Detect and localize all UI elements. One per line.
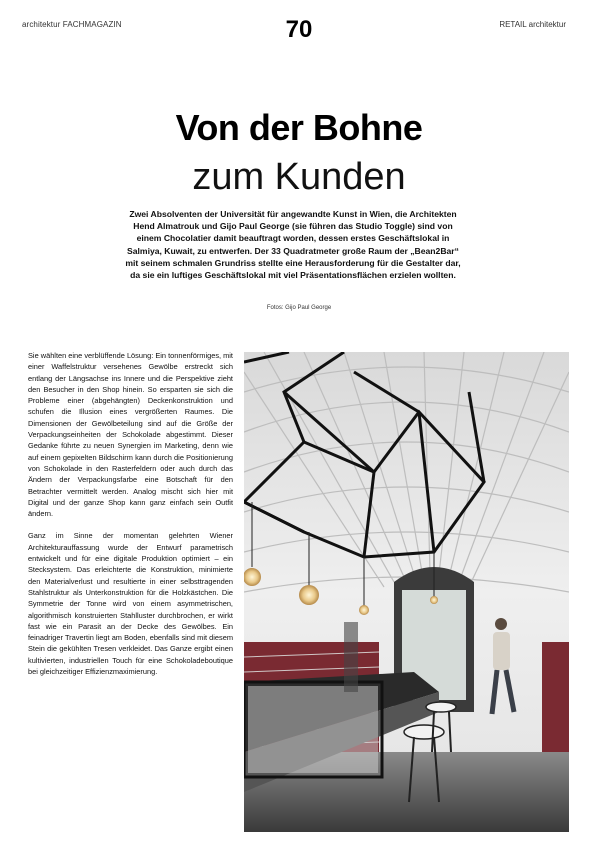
body-paragraph: Sie wählten eine verblüffende Lösung: Ein tonnenförmiges, mit einer Waffelstruktur versehenes Gewölbe erstreckt sich entlang der Längsachse ins Innere und die Perspektive zieht den Besucher in den Shop hinein. So ersparten sie sich die Probleme einer (abgehängten) Deckenkonstruktion und schufen die Illusion eines vergrößerten Raumes. Die Dimensionen der Gewölbeteilung sind auf die Größe der Verpackungseinheiten der Schokolade abgestimmt. Dieser Gedanke führte zu neuen Synergien im Marketing, denn wie auf einem gepixelten Bildschirm kann durch die Positionierung von Schokolade in den Rasterfeldern oder auch durch das Ändern der Verpackungsfarbe eine Botschaft für den Betrachter vermittelt werden. Analog mischt sich hier mit Digital und der ganze Shop kann ganz einfach sein Outfit ändern. bbox=[28, 351, 233, 519]
section-name: RETAIL architektur bbox=[499, 20, 566, 29]
photo-credit: Fotos: Gijo Paul George bbox=[266, 305, 332, 311]
page-number: 70 bbox=[285, 16, 313, 43]
body-text-column bbox=[28, 350, 233, 688]
magazine-name: architektur FACHMAGAZIN bbox=[22, 20, 122, 29]
article-title: Von der Bohne bbox=[175, 107, 423, 148]
article-lead: Zwei Absolventen der Universität für angewandte Kunst in Wien, die Architekten Hend Almatrouk und Gijo Paul George (sie führen das Studio Toggle) sind von einem Chocolatier damit beauftragt worden, dessen erstes Geschäftslokal in Salmiya, Kuwait, zu entwerfen. Der 33 Quadratmeter große Raum der „Bean2Bar“ mit seinem schmalen Grundriss stellte eine Herausforderung für die Gestalter dar, da sie ein luftiges Geschäftslokal mit viel Präsentationsflächen erzielen wollten. bbox=[125, 209, 461, 281]
body-paragraph: Ganz im Sinne der momentan gelehrten Wiener Architekturauffassung wurde der Entwurf parametrisch entwickelt und für eine digitale Produktion optimiert – ein Stecksystem. Das erleichterte die Konstruktion, minimierte den Materialverlust und resultierte in einer selbsttragenden Stahlstruktur als Unterkonstruktion für die Holzkästchen. Die Symmetrie der Tonne wird von einem asymmetrischen, algorithmisch konstruierten Stahlluster durchbrochen, er wirkt fast wie ein Parasit an der Decke des Gewölbes. Ein feinadriger Travertin liegt am Boden, ebenfalls sind mit diesem Stein die gekühlten Tresen verkleidet. Das Ganze ergibt einen kultivierten, industriellen Touch für eine Schokoladeboutique bei gleichzeitiger Effizienzmaximierung. bbox=[28, 531, 233, 677]
article-subtitle: zum Kunden bbox=[192, 156, 406, 198]
shop-interior-photo bbox=[244, 352, 569, 832]
